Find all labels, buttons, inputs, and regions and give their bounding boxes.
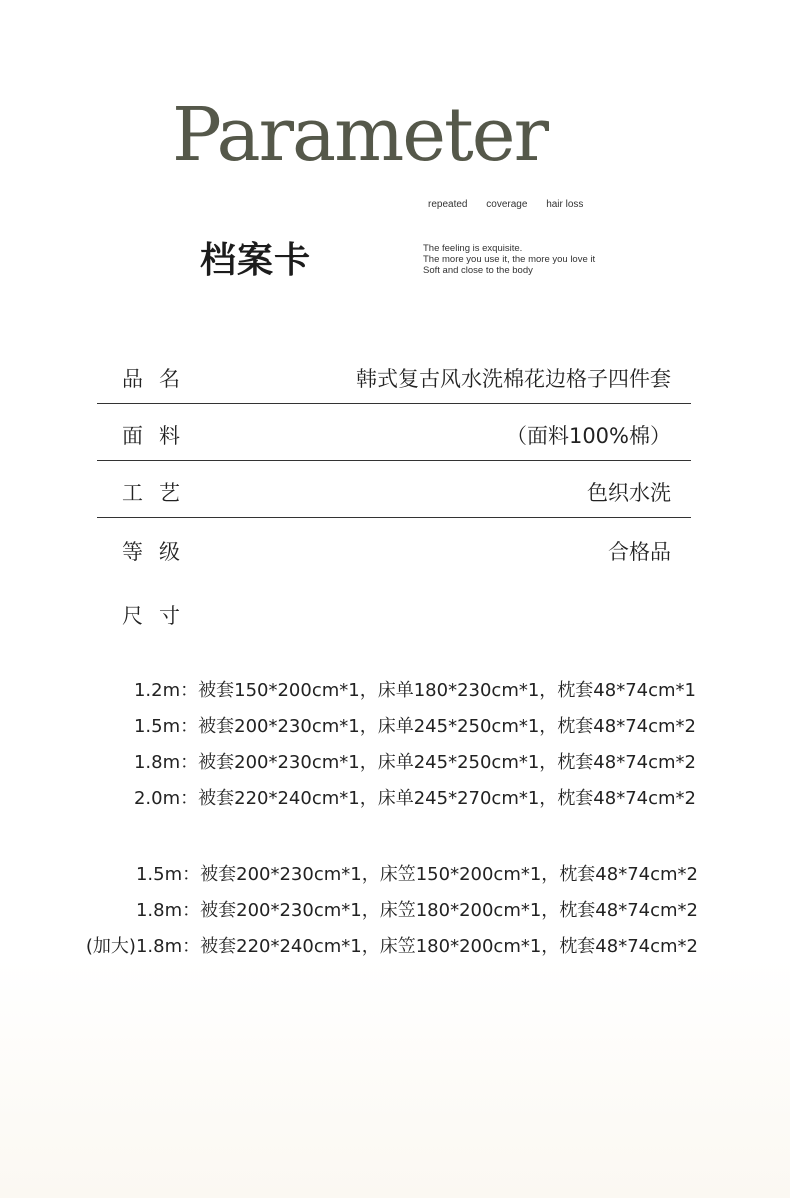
spec-label: 工艺 xyxy=(122,481,196,505)
spec-row-size xyxy=(97,584,691,640)
spec-value: 合格品 xyxy=(608,540,671,564)
tagline-line-1: The feeling is exquisite. xyxy=(423,243,523,254)
spec-row-product-name xyxy=(97,347,691,404)
spec-value: （面料100%棉） xyxy=(505,424,671,448)
tagline-line-3: Soft and close to the body xyxy=(423,265,533,276)
spec-value: 韩式复古风水洗棉花边格子四件套 xyxy=(356,367,671,391)
size-line: 2.0m：被套220*240cm*1，床单245*270cm*1，枕套48*74cm*2 xyxy=(133,788,696,809)
spec-row-craft xyxy=(97,461,691,518)
tag-hair-loss: hair loss xyxy=(546,199,584,210)
spec-label: 尺寸 xyxy=(122,604,196,628)
size-line: 1.2m：被套150*200cm*1，床单180*230cm*1，枕套48*74cm*1 xyxy=(133,680,696,701)
tag-repeated: repeated xyxy=(428,199,468,210)
page-title: Parameter xyxy=(172,92,547,178)
spec-label: 面料 xyxy=(122,424,196,448)
tag-coverage: coverage xyxy=(486,199,528,210)
size-line: 1.5m：被套200*230cm*1，床单245*250cm*1，枕套48*74cm*2 xyxy=(133,716,696,737)
spec-row-fabric xyxy=(97,404,691,461)
spec-value: 色织水洗 xyxy=(587,481,671,505)
page-subtitle: 档案卡 xyxy=(200,240,312,281)
size-line: 1.8m：被套200*230cm*1，床笠180*200cm*1，枕套48*74cm*2 xyxy=(135,900,698,921)
spec-label: 等级 xyxy=(122,540,196,564)
size-line: 1.5m：被套200*230cm*1，床笠150*200cm*1，枕套48*74cm*2 xyxy=(135,864,698,885)
spec-label: 品名 xyxy=(122,367,196,391)
size-line: (加大)1.8m：被套220*240cm*1，床笠180*200cm*1，枕套48*74cm*2 xyxy=(85,936,698,957)
feature-tags xyxy=(428,199,599,210)
spec-row-grade xyxy=(97,520,691,576)
size-line: 1.8m：被套200*230cm*1，床单245*250cm*1，枕套48*74cm*2 xyxy=(133,752,696,773)
tagline xyxy=(423,243,595,276)
tagline-line-2: The more you use it, the more you love it xyxy=(423,254,596,265)
